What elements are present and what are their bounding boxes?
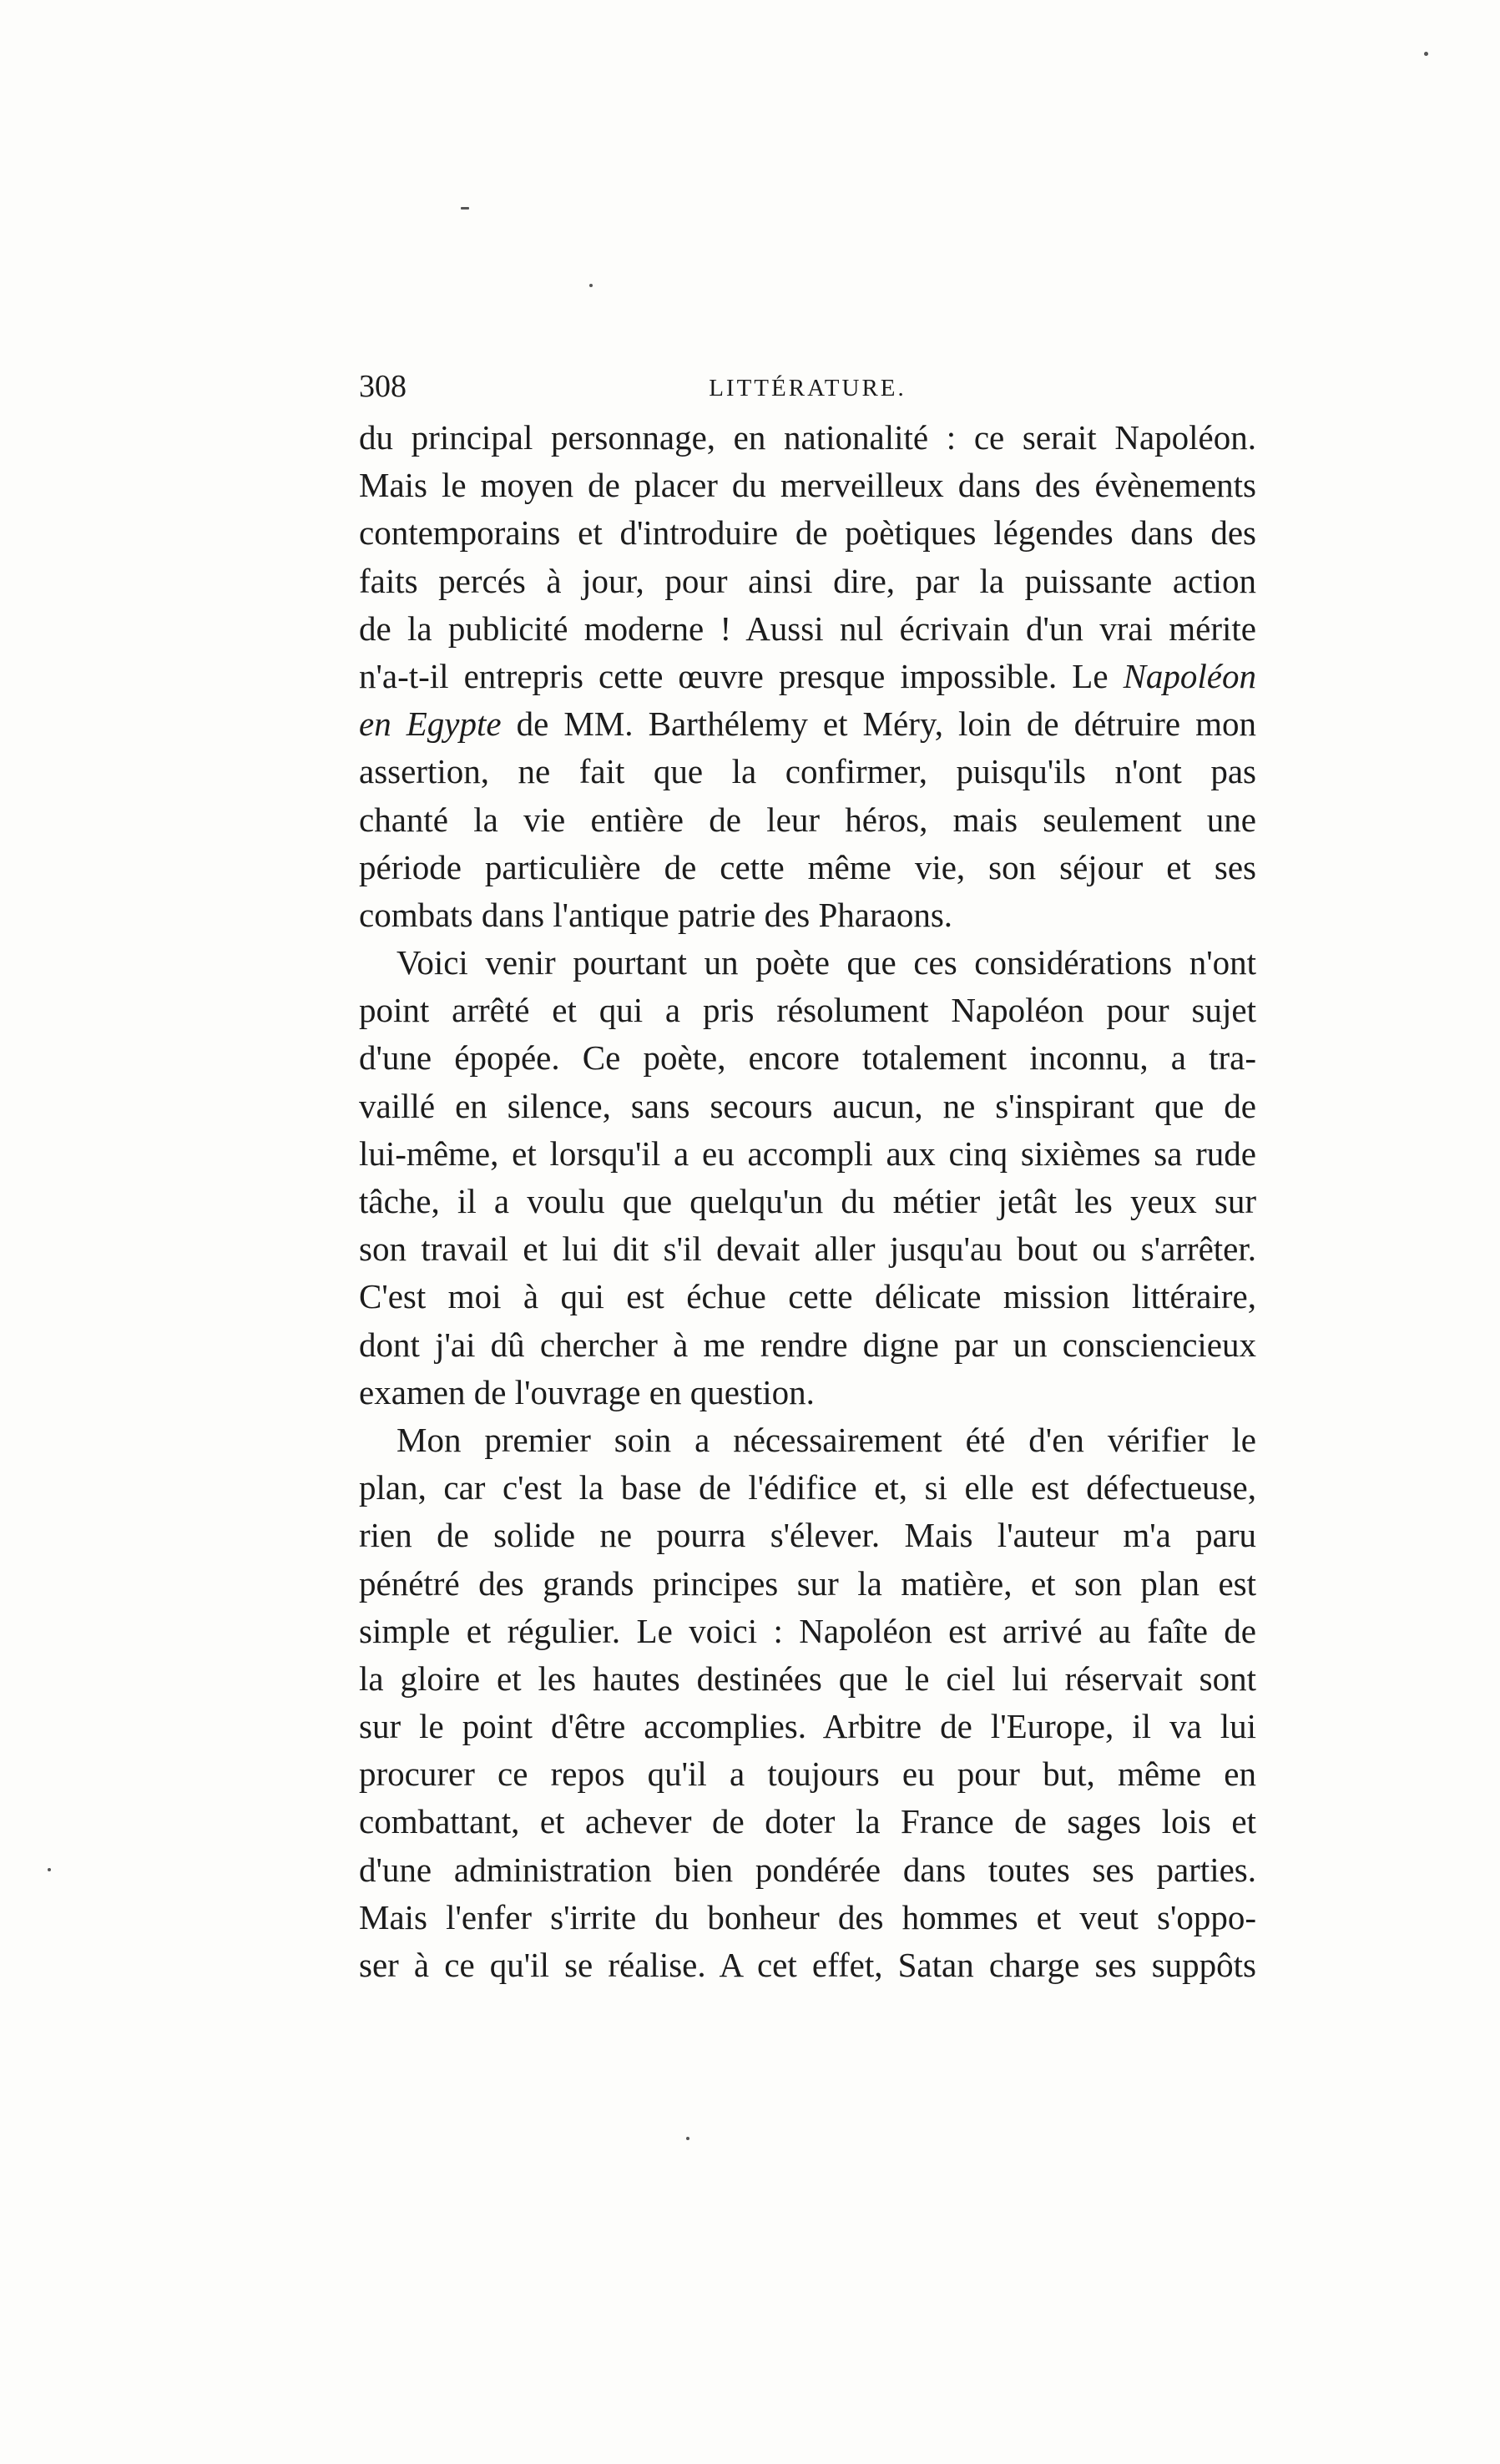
text-line: Mais le moyen de placer du merveilleux dans des évènements [359,466,1256,505]
text-line: combattant, et achever de doter la France de sages lois et [359,1802,1256,1841]
text-line: vaillé en silence, sans secours aucun, ne s'inspirant que de [359,1086,1256,1125]
text-line: contemporains et d'introduire de poètiques légendes dans des [359,513,1256,553]
paper-speck [686,2137,689,2140]
text-line: examen de l'ouvrage en question. [359,1372,815,1411]
text-line [359,700,1256,748]
italic-title: Napoléon [1123,656,1256,695]
paragraph-1 [359,414,1256,939]
text-line: plan, car c'est la base de l'édifice et, si elle est défectueuse, [359,1468,1256,1507]
text-line: sur le point d'être accomplies. Arbitre de l'Europe, il va lui [359,1707,1256,1746]
text-line: Mon premier soin a nécessairement été d'en vérifier le [396,1420,1256,1459]
text-line: faits percés à jour, pour ainsi dire, par la puissante action [359,561,1256,600]
text-line: Voici venir pourtant un poète que ces considérations n'ont [396,943,1256,982]
text-line: tâche, il a voulu que quelqu'un du métier jetât les yeux sur [359,1182,1256,1220]
page-header [359,366,1256,407]
text-line: rien de solide ne pourra s'élever. Mais l'auteur m'a paru [359,1516,1256,1555]
text-line [359,653,1256,700]
italic-title: en Egypte [359,704,502,744]
paper-speck [589,284,593,287]
text-line: C'est moi à qui est échue cette délicate mission littéraire, [359,1277,1256,1316]
text-line: chanté la vie entière de leur héros, mais seulement une [359,800,1256,839]
text-line: pénétré des grands principes sur la matière, et son plan est [359,1563,1256,1603]
text-segment: de MM. Barthélemy et Méry, loin de détruire mon [501,704,1256,744]
text-line: d'une administration bien pondérée dans toutes ses parties. [359,1850,1256,1889]
body-text [359,414,1256,1989]
running-title: LITTÉRATURE. [709,375,907,401]
page-number: 308 [359,369,407,404]
paper-speck [461,207,469,210]
text-line: du principal personnage, en nationalité : ce serait Napoléon. [359,418,1256,457]
text-line: lui-même, et lorsqu'il a eu accompli aux cinq sixièmes sa rude [359,1134,1256,1173]
text-line: simple et régulier. Le voici : Napoléon est arrivé au faîte de [359,1611,1256,1650]
text-line: dont j'ai dû chercher à me rendre digne par un consciencieux [359,1325,1256,1364]
text-line: Mais l'enfer s'irrite du bonheur des hommes et veut s'oppo- [359,1897,1256,1936]
text-line: ser à ce qu'il se réalise. A cet effet, Satan charge ses suppôts [359,1946,1256,1984]
paragraph-2 [359,939,1256,1416]
text-line: son travail et lui dit s'il devait aller jusqu'au bout ou s'arrêter. [359,1229,1256,1269]
paper-speck [1424,52,1428,56]
text-line: d'une épopée. Ce poète, encore totalement inconnu, a tra- [359,1038,1256,1078]
text-line: la gloire et les hautes destinées que le ciel lui réservait sont [359,1659,1256,1698]
text-segment: n'a-t-il entrepris cette œuvre presque impossible. Le [359,656,1124,695]
text-line: période particulière de cette même vie, son séjour et ses [359,847,1256,886]
text-line: de la publicité moderne ! Aussi nul écrivain d'un vrai mérite [359,608,1256,648]
paper-speck [48,1868,51,1871]
paragraph-3 [359,1416,1256,1989]
text-line: point arrêté et qui a pris résolument Napoléon pour sujet [359,991,1256,1030]
text-line: combats dans l'antique patrie des Pharaons. [359,895,953,934]
text-line: assertion, ne fait que la confirmer, puisqu'ils n'ont pas [359,752,1256,791]
text-line: procurer ce repos qu'il a toujours eu pour but, même en [359,1755,1256,1794]
